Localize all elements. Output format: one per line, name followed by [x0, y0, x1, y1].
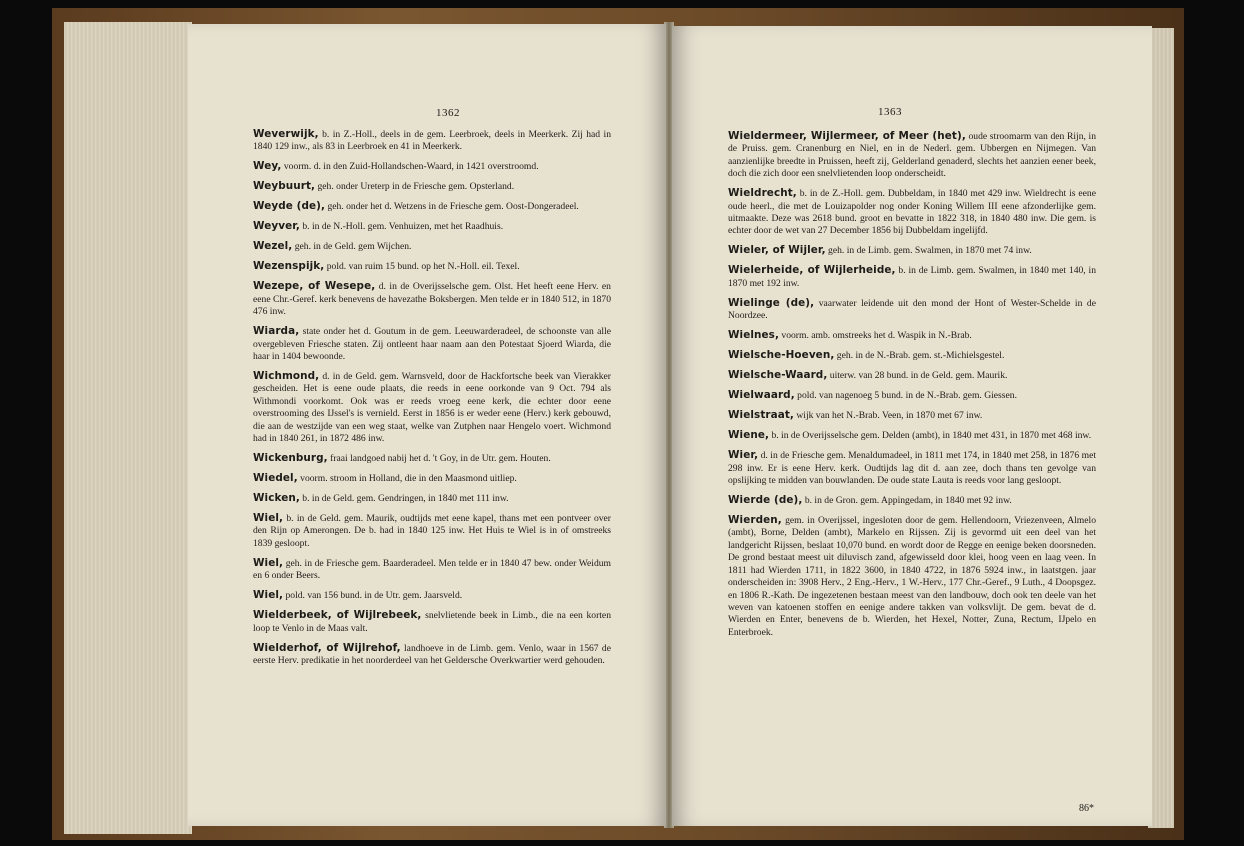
entry: Wiel, b. in de Geld. gem. Maurik, oudtijds met eene kapel, thans met een pontveer over den Rijn op Amerongen. De b. had in 1840 125 inw. Het Huis te Wiel is in of omstreeks 1839 gesloopt.	[253, 512, 611, 549]
right-page	[672, 26, 1152, 826]
entry: Wielderbeek, of Wijlrebeek, snelvlietende beek in Limb., die na een korten loop te Venlo in de Maas valt.	[253, 609, 611, 634]
entry: Wierde (de), b. in de Gron. gem. Appingedam, in 1840 met 92 inw.	[728, 494, 1012, 507]
entry: Wielsche-Hoeven, geh. in de N.-Brab. gem. st.-Michielsgestel.	[728, 349, 1005, 362]
entry: Wielinge (de), vaarwater leidende uit den mond der Hont of Wester-Schelde in de Noordzee.	[728, 296, 1096, 322]
entry: Wezepe, of Wesepe, d. in de Overijsselsche gem. Olst. Het heeft eene Herv. en eene Chr.-Geref. kerk benevens de havezathe Boksbergen. Men telde er in 1840 512, in 1870 476 inw.	[253, 280, 611, 318]
entry: Wieldermeer, Wijlermeer, of Meer (het), oude stroomarm van den Rijn, in de Pruiss. gem. Cranenburg en Niel, en in de Nederl. gem. Ubbergen en Nijmegen. Van aanzienlijke breedte in Pruissen, heeft zij, Gelderland genaderd, slechts het aanzien eener beek, doch die zich door een snelvlietenden loop onderscheidt.	[728, 130, 1096, 180]
left-page	[188, 24, 666, 826]
entry: Wickenburg, fraai landgoed nabij het d. 't Goy, in de Utr. gem. Houten.	[253, 452, 551, 465]
entry: Wieler, of Wijler, geh. in de Limb. gem. Swalmen, in 1870 met 74 inw.	[728, 244, 1032, 257]
entry: Weyver, b. in de N.-Holl. gem. Venhuizen, met het Raadhuis.	[253, 220, 504, 233]
entry: Wier, d. in de Friesche gem. Menaldumadeel, in 1811 met 174, in 1840 met 258, in 1876 met 298 inw. Er is eene Herv. kerk. Oudtijds lag dit d. aan zee, doch thans ten gevolge van opslijking te midden van bouwlanden. De oude state Lauta is reeds voor lang gesloopt.	[728, 449, 1096, 487]
entry: Wiene, b. in de Overijsselsche gem. Delden (ambt), in 1840 met 431, in 1870 met 468 inw.	[728, 429, 1092, 442]
right-page-entries	[728, 130, 1096, 646]
entry: Wielstraat, wijk van het N.-Brab. Veen, in 1870 met 67 inw.	[728, 409, 983, 422]
entry: Weverwijk, b. in Z.-Holl., deels in de gem. Leerbroek, deels in Meerkerk. Zij had in 1840 129 inw., als 83 in Leerbroek en 41 in Meerkerk.	[253, 128, 611, 153]
left-page-entries	[253, 128, 611, 674]
entry: Weybuurt, geh. onder Ureterp in de Friesche gem. Opsterland.	[253, 180, 515, 193]
entry: Wicken, b. in de Geld. gem. Gendringen, in 1840 met 111 inw.	[253, 492, 509, 505]
entry: Wielnes, voorm. amb. omstreeks het d. Waspik in N.-Brab.	[728, 329, 972, 342]
page-number: 1363	[878, 106, 902, 118]
entry: Wezel, geh. in de Geld. gem Wijchen.	[253, 240, 412, 253]
entry: Wezenspijk, pold. van ruim 15 bund. op het N.-Holl. eil. Texel.	[253, 260, 520, 273]
entry: Wielerheide, of Wijlerheide, b. in de Limb. gem. Swalmen, in 1840 met 140, in 1870 met 192 inw.	[728, 264, 1096, 289]
entry: Wiel, geh. in de Friesche gem. Baarderadeel. Men telde er in 1840 47 bew. onder Weidum en 6 onder Beers.	[253, 556, 611, 582]
entry: Wielderhof, of Wijlrehof, landhoeve in de Limb. gem. Venlo, waar in 1567 de eerste Herv. predikatie in het noorderdeel van het Geldersche Overkwartier werd gehouden.	[253, 641, 611, 667]
entry: Wiarda, state onder het d. Goutum in de gem. Leeuwarderadeel, de schoonste van alle overgebleven Friesche staten. Zij ontleent haar naam aan den Potestaat Sjoerd Wiarda, die haar in 1404 bewoonde.	[253, 325, 611, 363]
entry: Wiedel, voorm. stroom in Holland, die in den Maasmond uitliep.	[253, 472, 517, 485]
entry: Wielwaard, pold. van nagenoeg 5 bund. in de N.-Brab. gem. Giessen.	[728, 389, 1017, 402]
page-edges-left	[64, 22, 192, 834]
page-number: 1362	[436, 107, 460, 119]
entry: Wierden, gem. in Overijssel, ingesloten door de gem. Hellendoorn, Vriezenveen, Almelo (ambt), Borne, Delden (ambt), Markelo en Rijssen. Zij is gevormd uit een deel van het landgericht Rijssen, beslaat 10,070 bund. en wordt door de Regge en eenige beken doorsneden. De grond bestaat meest uit diluvisch zand, afgewisseld door klei, hoog veen en laag veen. In 1811 had Wierden 1711, in 1822 3600, in 1840 4722, in 1876 5924 inw., in laatstgen. jaar onderscheiden in: 3908 Herv., 2 Eng.-Herv., 1 W.-Herv., 177 Chr.-Geref., 9 Luth., 4 Doopsgez. en 1806 R.-Kath. De ingezetenen bestaan meest van den landbouw, doch ook ten deele van het weven van katoenen stoffen en eenige andere takken van volksvlijt. De gem. bevat de d. Wierden en Enter, benevens de b. Wierden, het Hexel, Notter, Zuna, Rectum, IJpelo en Enterbroek.	[728, 514, 1096, 638]
entry: Weyde (de), geh. onder het d. Wetzens in de Friesche gem. Oost-Dongeradeel.	[253, 200, 579, 213]
entry: Wey, voorm. d. in den Zuid-Hollandschen-Waard, in 1421 overstroomd.	[253, 160, 539, 173]
entry: Wielsche-Waard, uiterw. van 28 bund. in de Geld. gem. Maurik.	[728, 369, 1008, 382]
signature-mark: 86*	[1079, 803, 1094, 814]
entry: Wichmond, d. in de Geld. gem. Warnsveld, door de Hackfortsche beek van Vierakker gescheiden. Het is eene oude plaats, die reeds in eene oorkonde van 9 Oct. 794 als Withmondi voorkomt. Ook was er reeds vroeg eene kerk, die echter door eene overstrooming des IJssel's is vernield. Eerst in 1856 is er weder eene (Herv.) kerk gebouwd, die aan de westzijde van een weg staat, welke van Zutphen naar Hengelo voert. Wichmond had in 1840 261, in 1872 486 inw.	[253, 370, 611, 445]
entry: Wiel, pold. van 156 bund. in de Utr. gem. Jaarsveld.	[253, 589, 463, 602]
entry: Wieldrecht, b. in de Z.-Holl. gem. Dubbeldam, in 1840 met 429 inw. Wieldrecht is eene oude heerl., die met de Louizapolder nog onder Koning Willem III eene afzonderlijke gem. uitmaakte. Deze was 2618 bund. groot en bevatte in 1822 318, in 1840 480 inw. Die gem. is echter door de wet van 27 December 1856 bij Dubbeldam ingelijfd.	[728, 187, 1096, 237]
